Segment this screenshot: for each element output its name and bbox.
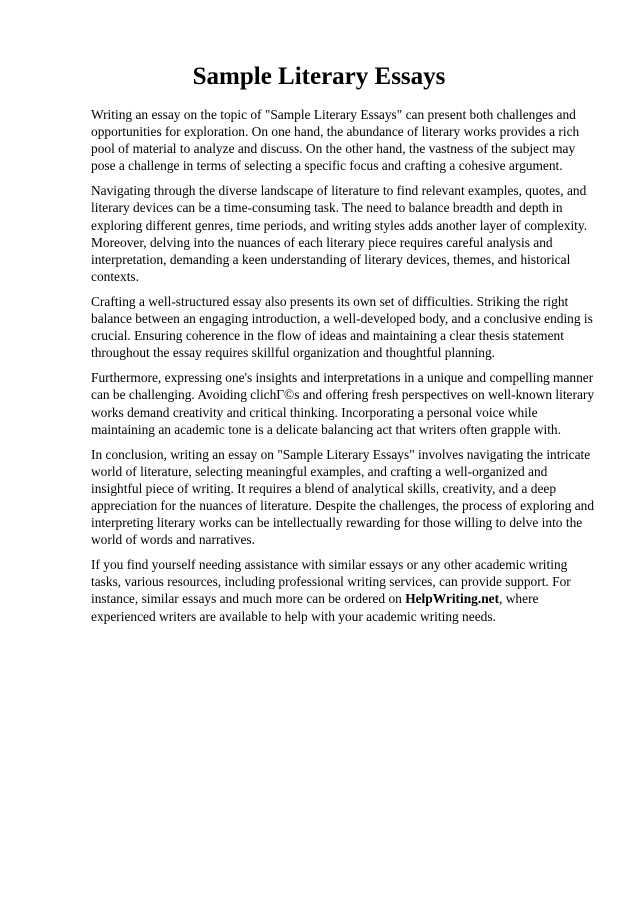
paragraph-intro: Writing an essay on the topic of "Sample Literary Essays" can present both challenges and opportunities for exploration. On one hand, the abundance of literary works provides a rich pool of material to analyze and discuss. On the other hand, the vastness of the subject may pose a challenge in terms of selecting a specific focus and crafting a cohesive argument. bbox=[91, 107, 580, 174]
document-title: Sample Literary Essays bbox=[192, 63, 446, 90]
paragraph-structure: Crafting a well-structured essay also presents its own set of difficulties. Striking the right balance between an engaging introduction, a well-developed body, and a conclusive ending is crucial. Ensuring coherence in the flow of ideas and maintaining a clear thesis statement throughout the essay requires skillful organization and thoughtful planning. bbox=[91, 293, 593, 361]
paragraph-assistance bbox=[91, 556, 599, 624]
assistance-text-before: If you find yourself needing assistance with similar essays or any other academic writing tasks, various resources, including professional writing services, can provide support. For instance, similar essays and much more can be ordered on bbox=[91, 557, 571, 607]
paragraph-expression: Furthermore, expressing one's insights and interpretations in a unique and compelling manner can be challenging. Avoiding clichГ©s and offering fresh perspectives on well-known literary works demand creativity and critical thinking. Incorporating a personal voice while maintaining an academic tone is a delicate balancing act that writers often grapple with. bbox=[91, 370, 595, 437]
document-body bbox=[91, 106, 599, 633]
paragraph-navigating: Navigating through the diverse landscape of literature to find relevant examples, quotes, and literary devices can be a time-consuming task. The need to balance breadth and depth in exploring different genres, time periods, and writing styles adds another layer of complexity. Moreover, delving into the nuances of each literary piece requires careful analysis and interpretation, demanding a keen understanding of literary devices, themes, and historical contexts. bbox=[91, 183, 588, 284]
helpwriting-link[interactable]: HelpWriting.net bbox=[405, 591, 500, 607]
assistance-text-after: , where experienced writers are available to help with your academic writing needs. bbox=[91, 591, 539, 624]
paragraph-conclusion: In conclusion, writing an essay on "Sample Literary Essays" involves navigating the intricate world of literature, selecting meaningful examples, and crafting a well-organized and insightful piece of writing. It requires a blend of analytical skills, creativity, and a deep appreciation for the nuances of literature. Despite the challenges, the process of exploring and interpreting literary works can be intellectually rewarding for those willing to delve into the world of words and narratives. bbox=[91, 446, 595, 548]
